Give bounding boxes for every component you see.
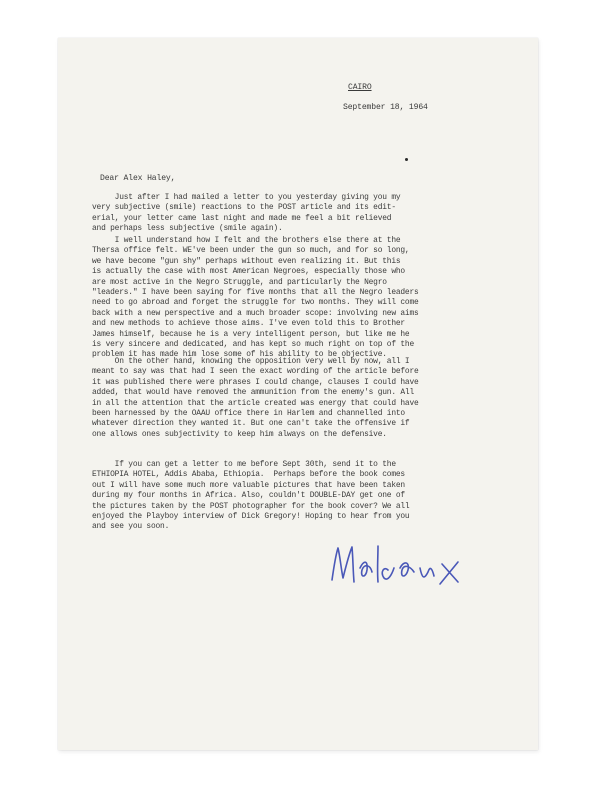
letter-line: James himself, because he is a very intelligent person, but like me he <box>92 329 410 339</box>
letter-line: we have become "gun shy" perhaps without even realizing it. But this <box>92 256 401 266</box>
letter-paragraph-3 <box>92 357 512 440</box>
letter-line: enjoyed the Playboy interview of Dick Gregory! Hoping to hear from you <box>92 512 410 522</box>
handwritten-signature <box>324 538 474 598</box>
letter-line: erial, your letter came last night and made me feel a bit relieved <box>92 213 392 223</box>
letter-line: On the other hand, knowing the opposition very well by now, all I <box>92 357 410 366</box>
letter-line: during my four months in Africa. Also, couldn't DOUBLE-DAY get one of <box>92 491 405 501</box>
letter-line: Thersa office felt. WE've been under the gun so much, and for so long, <box>92 246 410 256</box>
letter-date: September 18, 1964 <box>343 103 428 112</box>
letter-line: in all the attention that the article created was energy that could have <box>92 398 419 408</box>
letter-line: back with a new perspective and a much broader scope: involving new aims <box>92 308 419 318</box>
letter-line: is actually the case with most American Negroes, especially those who <box>92 267 405 277</box>
letter-place: CAIRO <box>348 83 372 92</box>
letter-sheet <box>58 38 538 750</box>
letter-line: is very sincere and dedicated, and has kept so much right on top of the <box>92 340 414 350</box>
letter-line: the pictures taken by the POST photographer for the book cover? We all <box>92 501 410 511</box>
letter-line: added, that would have removed the ammunition from the enemy's gun. All <box>92 388 414 398</box>
letter-line: I well understand how I felt and the brothers else there at the <box>92 236 401 245</box>
letter-line: need to go abroad and forget the struggle for two months. They will come <box>92 298 419 308</box>
letter-line: and perhaps less subjective (smile again). <box>92 224 283 234</box>
letter-paragraph-4 <box>92 460 512 533</box>
letter-line: out I will have some much more valuable pictures that have been taken <box>92 480 405 490</box>
letter-line: it was published there were phrases I could change, clauses I could have <box>92 377 419 387</box>
letter-paragraph-1 <box>92 193 512 235</box>
letter-line: been harnessed by the OAAU office there in Harlem and channelled into <box>92 409 405 419</box>
ink-speck <box>405 158 408 161</box>
letter-salutation: Dear Alex Haley, <box>100 174 176 183</box>
letter-paragraph-2 <box>92 236 512 361</box>
letter-line: problem it has made him lose some of his ability to be objective. <box>92 350 387 360</box>
letter-line: ETHIOPIA HOTEL, Addis Ababa, Ethiopia. Perhaps before the book comes <box>92 470 405 480</box>
letter-line: and new methods to achieve those aims. I've even told this to Brother <box>92 319 405 329</box>
letter-line: are most active in the Negro Struggle, and particularly the Negro <box>92 277 387 287</box>
letter-line: "leaders." I have been saying for five months that all the Negro leaders <box>92 288 419 298</box>
letter-line: whatever direction they wanted it. But one can't take the offensive if <box>92 419 410 429</box>
letter-line: meant to say was that had I seen the exact wording of the article before <box>92 367 419 377</box>
letter-line: If you can get a letter to me before Sept 30th, send it to the <box>92 460 396 469</box>
letter-line: one allows ones subjectivity to keep him always on the defensive. <box>92 429 387 439</box>
letter-line: very subjective (smile) reactions to the POST article and its edit- <box>92 203 396 213</box>
letter-line: Just after I had mailed a letter to you yesterday giving you my <box>92 193 401 202</box>
letter-line: and see you soon. <box>92 522 170 532</box>
